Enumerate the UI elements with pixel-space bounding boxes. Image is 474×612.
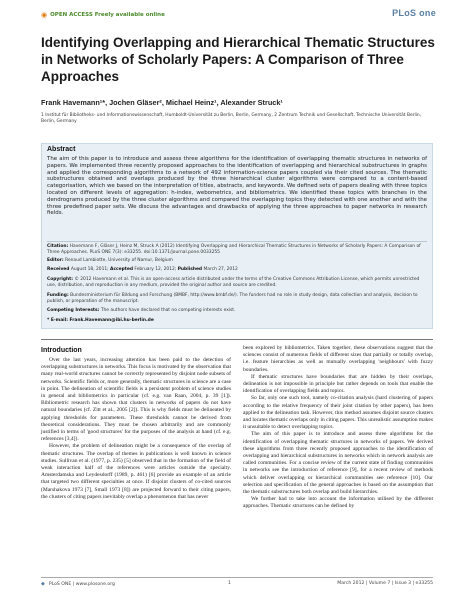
copyright-label: Copyright: bbox=[47, 277, 74, 282]
footer-journal bbox=[41, 581, 115, 587]
paragraph: However, the problem of delineation might be a consequence of the overlap of thematic structures. The overlap of themes in publications is well known in science studies. Sullivan et al. (1977, p. 235) [5] observed that in the formation of the field of weak interaction half of the references were articles outside the specialty. Amsterdamska and Leydesdorff (1989, p. 461) [6] provide an example of an article that targeted two different specialties at once. If disjoint clusters of co-cited sources (Marshakova 1973 [7], Small 1973 [8]) are projected forward to their citing papers, the clusters of citing papers inevitably overlap a phenomenon that has never bbox=[41, 443, 231, 500]
funding-text: Bundesministerium für Bildung und Forschung (BMBF, http://www.bmbf.de/). The funders had no role in study design, data collection and analysis, decision to publish, or preparation of the manuscript. bbox=[47, 293, 418, 305]
citation-line bbox=[47, 244, 427, 256]
affiliation: 1 Institut für Bibliotheks- und Informationswissenschaft, Humboldt-Universität zu Berlin, Berlin, Germany, 2 Zentrum Technik und Gesellschaft, Technische Universität Berlin, Berlin, Germany bbox=[41, 113, 422, 125]
received-label: Received bbox=[47, 267, 70, 272]
copyright-text: © 2012 Havemann et al. This is an open-access article distributed under the terms of the Creative Commons Attribution License, which permits unrestricted use, distribution, and reproduction in any medium, provided the original author and source are credited. bbox=[47, 277, 420, 289]
email-line bbox=[47, 318, 427, 324]
open-access-icon: ◉ bbox=[41, 11, 48, 19]
funding-label: Funding: bbox=[47, 293, 69, 298]
accepted-label: Accepted bbox=[110, 267, 133, 272]
competing-label: Competing Interests: bbox=[47, 308, 100, 313]
right-column bbox=[243, 345, 433, 511]
paragraph: So far, only one such tool, namely co-citation analysis (hard clustering of papers according to the relative frequency of their joint citation by other papers), has been applied to the delineation task. However, this method assumes disjoint source clusters and locates thematic overlaps only in citing papers. This unrealistic assumption makes it unsuitable to detect overlapping topics. bbox=[243, 395, 433, 431]
citation-text: Havemann F, Gläser J, Heinz M, Struck A (2012) Identifying Overlapping and Hierarchical Thematic Structures in Networks of Scholarly Papers: A Comparison of Three Approaches. PLoS ONE 7(3): e33255. doi:10.1371/journal.pone.0033255 bbox=[47, 244, 421, 256]
editor-line bbox=[47, 258, 427, 264]
section-heading: Introduction bbox=[41, 347, 82, 354]
competing-text: The authors have declared that no competing interests exist. bbox=[100, 308, 236, 313]
published-date: March 27, 2012 bbox=[203, 267, 238, 272]
funding-line bbox=[47, 293, 427, 305]
section-divider bbox=[41, 339, 433, 340]
paper-title: Identifying Overlapping and Hierarchical Thematic Structures in Networks of Scholarly Papers: A Comparison of Three Approaches bbox=[41, 35, 435, 84]
dates-line bbox=[47, 267, 427, 273]
received-date: August 18, 2011; bbox=[70, 267, 109, 272]
paragraph: Over the last years, increasing attention has been paid to the detection of overlapping substructures in networks. This focus is motivated by the observation that many real-world structures cannot be correctly represented by disjoint node subsets of networks. Scientific fields or, more generally, thematic structures in science are a case in point. The delineation of scientific fields is a persistent problem of science studies in general and bibliometrics in particular (cf. e.g. van Raan, 2004, p. 39 [1]). Bibliometric research has shown that clusters in networks of papers do not have natural boundaries (cf. Zitt et al., 2005 [2]). This is why fields must be delineated by applying thresholds for parameters. These thresholds cannot be derived from theoretical considerations. They must be chosen arbitrarily and are commonly justified in terms of 'good structures' for the purposes of the analysis at hand (cf. e.g. references [3,4]). bbox=[41, 357, 231, 443]
email-text: * E-mail: Frank.Havemann@ibi.hu-berlin.de bbox=[47, 318, 154, 323]
open-access-text: OPEN ACCESS Freely available online bbox=[50, 12, 165, 18]
published-label: Published bbox=[177, 267, 203, 272]
abstract-divider bbox=[47, 241, 427, 242]
paragraph: We further had to take into account the information utilised by the different approaches. Thematic structures can be defined by bbox=[243, 496, 433, 510]
copyright-line bbox=[47, 277, 427, 289]
footer-divider bbox=[41, 577, 433, 578]
page-number: 1 bbox=[228, 581, 231, 586]
paragraph: The aim of this paper is to introduce and assess three algorithms for the identification of overlapping thematic structures in networks of papers. We derived these algorithms from three recently proposed approaches to the identification of overlapping and hierarchical substructures in networks which in network analysis are called communities. For a concise review of the current state of finding communities in networks see the introduction of reference [9], for a recent review of methods which deliver overlapping or hierarchical communities see reference [10]. Our selection and specification of the general approaches is based on the assumption that the thematic substructures both overlap and build hierarchies. bbox=[243, 431, 433, 496]
journal-logo: PLoS one bbox=[392, 8, 436, 18]
abstract-heading: Abstract bbox=[47, 146, 76, 153]
paragraph: If thematic structures have boundaries that are hidden by their overlaps, delineation is not impossible in principle but rather depends on tools that enable the identification of overlapping fields and topics. bbox=[243, 373, 433, 395]
editor-text: Renaud Lambiotte, University of Namur, Belgium bbox=[65, 258, 173, 263]
paragraph: been explored by bibliometrics. Taken together, these observations suggest that the sciences consist of numerous fields of different sizes that partially or totally overlap, i.e. feature hierarchies as well as mutually overlapping 'neighbours' with fuzzy boundaries. bbox=[243, 345, 433, 373]
editor-label: Editor: bbox=[47, 258, 64, 263]
footer-journal-text: PLoS ONE | www.plosone.org bbox=[48, 581, 115, 587]
plos-mini-logo-icon: ◆ bbox=[41, 581, 45, 587]
open-access-banner bbox=[41, 11, 165, 19]
left-column bbox=[41, 357, 231, 501]
footer-issue: March 2012 | Volume 7 | Issue 3 | e33255 bbox=[337, 581, 433, 586]
citation-label: Citation: bbox=[47, 244, 69, 249]
author-list: Frank Havemann¹*, Jochen Gläser², Michael Heinz¹, Alexander Struck¹ bbox=[41, 98, 283, 107]
abstract-text: The aim of this paper is to introduce and assess three algorithms for the identification of overlapping thematic structures in networks of papers. We implemented three recently proposed approaches to the identification of overlapping and hierarchical substructures in graphs and applied the corresponding algorithms to a network of 492 information-science papers coupled via their cited sources. The thematic substructures obtained and overlaps produced by the three hierarchical cluster algorithms were compared to a content-based categorisation, which we based on the interpretation of titles, abstracts, and keywords. We defined sets of papers dealing with three topics located on different levels of aggregation: h-index, webometrics, and bibliometrics. We identified these topics with branches in the dendrograms produced by the three cluster algorithms and compared the overlapping topics they detected with one another and with the three predefined paper sets. We discuss the advantages and drawbacks of applying the three approaches to paper networks in research fields. bbox=[47, 156, 427, 217]
accepted-date: February 12, 2012; bbox=[134, 267, 177, 272]
competing-interests-line bbox=[47, 308, 427, 314]
